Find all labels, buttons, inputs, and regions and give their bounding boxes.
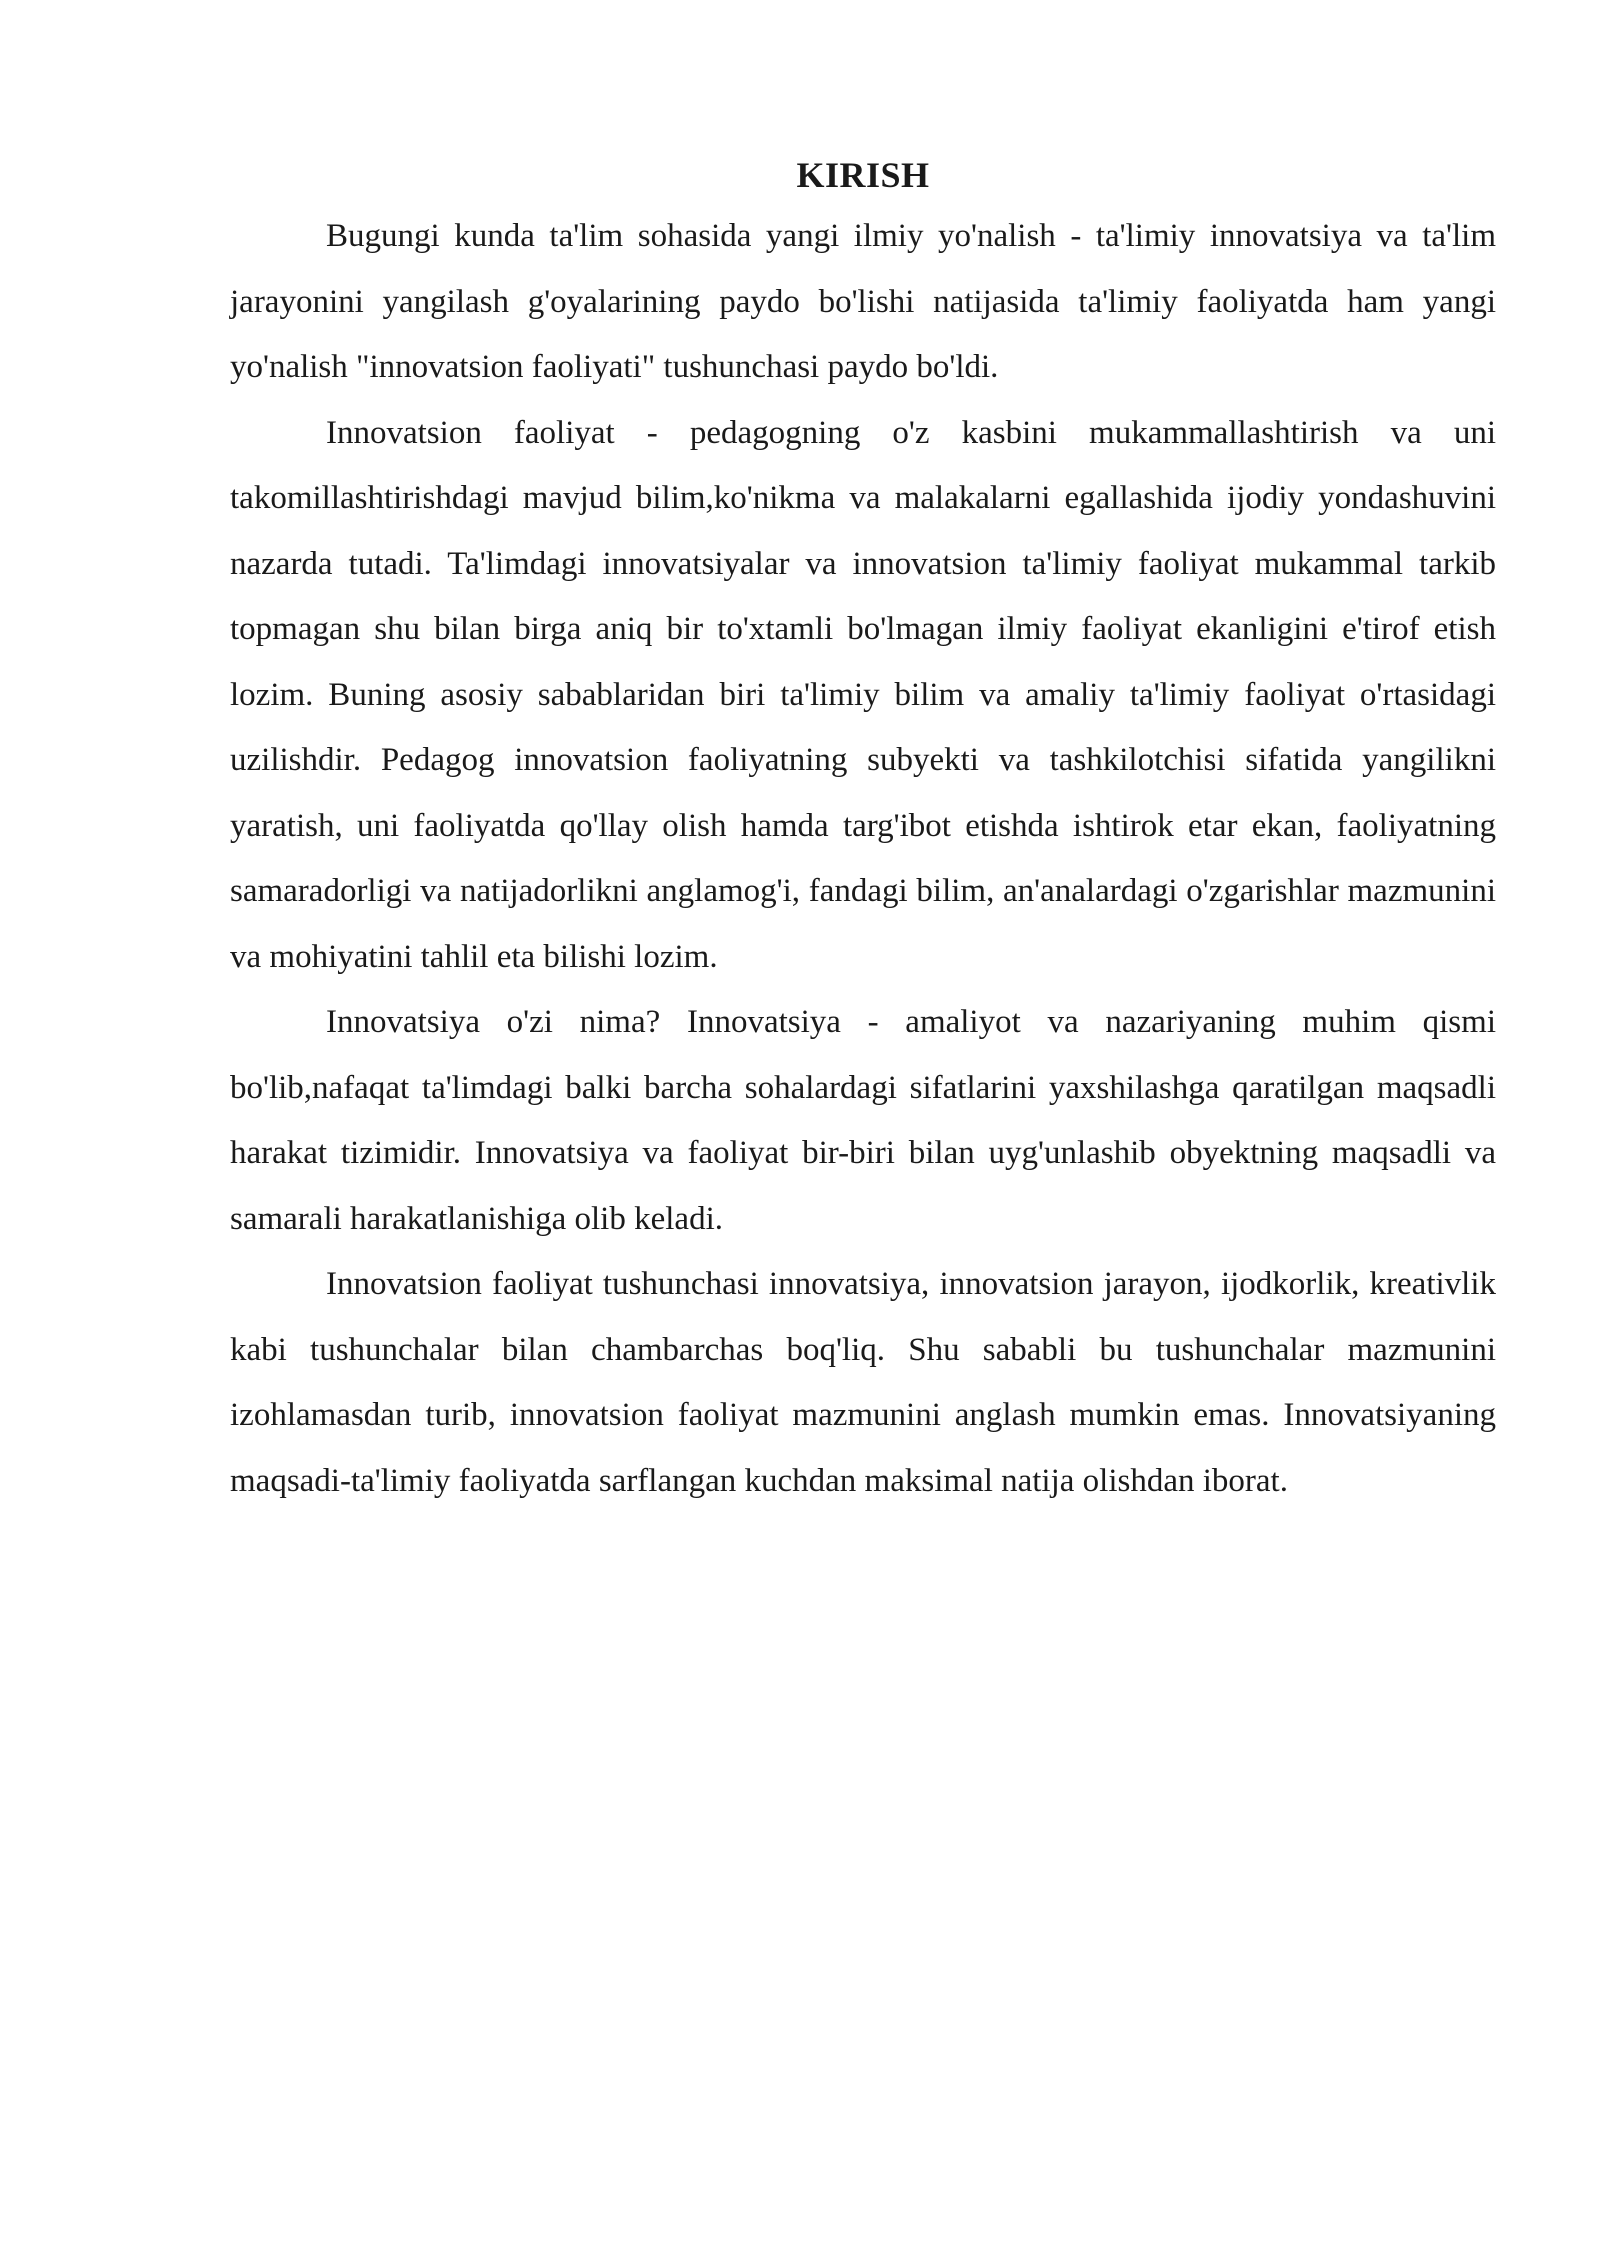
- page-title: KIRISH: [796, 155, 930, 195]
- paragraph-3: Innovatsiya o'zi nima? Innovatsiya - amaliyot va nazariyaning muhim qismi bo'lib,nafaqat ta'limdagi balki barcha sohalardagi sifatlarini yaxshilashga qaratilgan maqsadli harakat tizimidir. Innovatsiya va faoliyat bir-biri bilan uyg'unlashib obyektning maqsadli va samarali harakatlanishiga olib keladi.: [230, 1004, 1496, 1237]
- paragraph-1: Bugungi kunda ta'lim sohasida yangi ilmiy yo'nalish - ta'limiy innovatsiya va ta'lim jarayonini yangilash g'oyalarining paydo bo'lishi natijasida ta'limiy faoliyatda ham yangi yo'nalish "innovatsion faoliyati" tushunchasi paydo bo'ldi.: [230, 218, 1496, 385]
- document-body: [230, 150, 1496, 1514]
- paragraph-2: Innovatsion faoliyat - pedagogning o'z kasbini mukammallashtirish va uni takomillashtirishdagi mavjud bilim,ko'nikma va malakalarni egallashida ijodiy yondashuvini nazarda tutadi. Ta'limdagi innovatsiyalar va innovatsion ta'limiy faoliyat mukammal tarkib topmagan shu bilan birga aniq bir to'xtamli bo'lmagan ilmiy faoliyat ekanligini e'tirof etish lozim. Buning asosiy sabablaridan biri ta'limiy bilim va amaliy ta'limiy faoliyat o'rtasidagi uzilishdir. Pedagog innovatsion faoliyatning subyekti va tashkilotchisi sifatida yangilikni yaratish, uni faoliyatda qo'llay olish hamda targ'ibot etishda ishtirok etar ekan, faoliyatning samaradorligi va natijadorlikni anglamog'i, fandagi bilim, an'analardagi o'zgarishlar mazmunini va mohiyatini tahlil eta bilishi lozim.: [230, 414, 1496, 975]
- paragraph-4: Innovatsion faoliyat tushunchasi innovatsiya, innovatsion jarayon, ijodkorlik, kreativlik kabi tushunchalar bilan chambarchas boq'liq. Shu sababli bu tushunchalar mazmunini izohlamasdan turib, innovatsion faoliyat mazmunini anglash mumkin emas. Innovatsiyaning maqsadi-ta'limiy faoliyatda sarflangan kuchdan maksimal natija olishdan iborat.: [230, 1266, 1496, 1499]
